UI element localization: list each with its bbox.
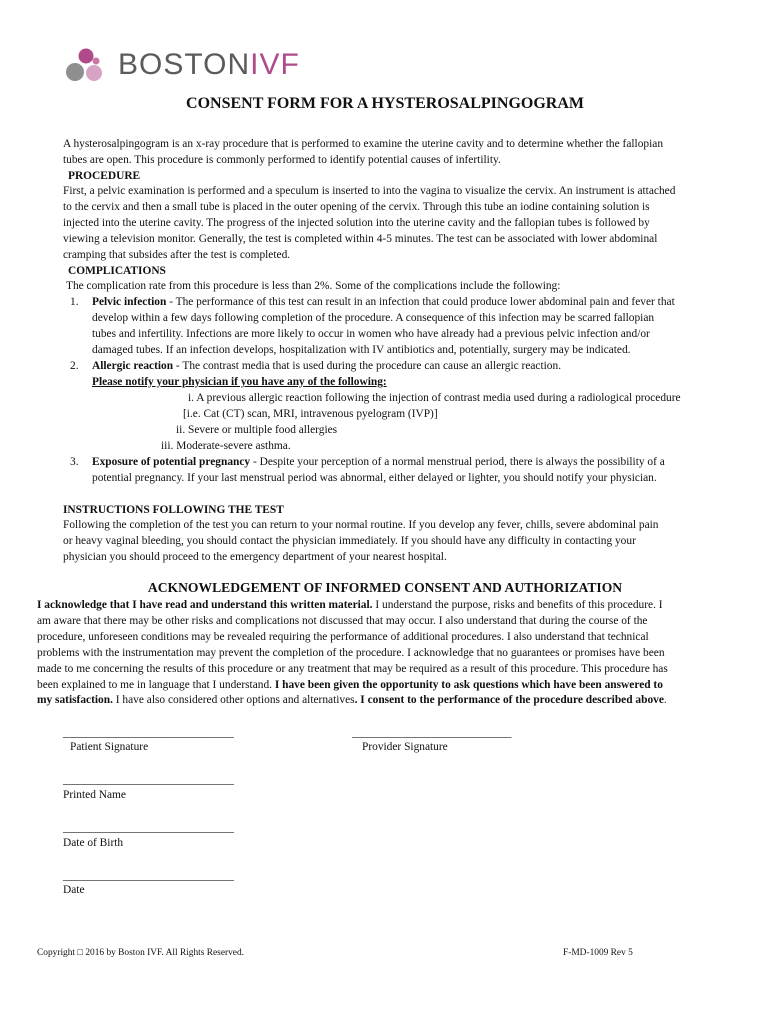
provider-signature-label: Provider Signature (362, 741, 448, 753)
procedure-heading: PROCEDURE (68, 170, 141, 182)
complications-intro: The complication rate from this procedure is less than 2%. Some of the complications include the following: (66, 280, 561, 292)
instructions-paragraph (63, 518, 735, 566)
ack-bold-text: my satisfaction. (37, 694, 113, 707)
instructions-line: Following the completion of the test you can return to your normal routine. If you develop any fever, chills, severe abdominal pain (63, 519, 659, 531)
acknowledgement-paragraph (37, 598, 735, 709)
instructions-line: or heavy vaginal bleeding, you should contact the physician immediately. If you should have any difficulty in contacting your (63, 534, 636, 547)
item-label: Allergic reaction (92, 360, 174, 372)
allergy-sub-i-cont: [i.e. Cat (CT) scan, MRI, intravenous pyelogram (IVP)] (183, 408, 438, 420)
allergy-sub-ii: ii. Severe or multiple food allergies (176, 424, 338, 436)
item-line: potential pregnancy. If your last menstrual period was abnormal, either delayed or lighter, you should notify your physician. (92, 471, 657, 484)
ack-text: I understand the purpose, risks and benefits of this procedure. I (372, 599, 663, 611)
complication-pelvic-infection (92, 295, 735, 359)
intro-line: tubes are open. This procedure is commonly performed to identify potential causes of infertility. (63, 153, 501, 166)
printed-name-line[interactable]: ______________________________ (63, 774, 234, 786)
logo-mark-icon (62, 45, 108, 85)
date-of-birth-line[interactable]: ______________________________ (63, 822, 234, 834)
instructions-line: physician you should proceed to the emergency department of your nearest hospital. (63, 550, 447, 563)
ack-bold-text: . I consent to the performance of the procedure described above (354, 694, 664, 707)
item-label: Pelvic infection (92, 296, 167, 308)
instructions-heading: INSTRUCTIONS FOLLOWING THE TEST (63, 504, 284, 516)
procedure-line: injected into the uterine cavity. The progress of the injected solution into the uterine cavity and the fallopian tubes is followed by (63, 216, 650, 229)
allergy-sub-i: i. A previous allergic reaction following the injection of contrast media used during a radiological procedure (188, 392, 681, 404)
item-text: - The contrast media that is used during the procedure can cause an allergic reaction. (173, 360, 562, 372)
ack-bold-text: I have been given the opportunity to ask questions which have been answered to (274, 678, 663, 691)
ack-text: . (663, 694, 667, 707)
complication-pregnancy (92, 455, 735, 487)
page-title: CONSENT FORM FOR A HYSTEROSALPINGOGRAM (186, 95, 584, 112)
form-id: F-MD-1009 Rev 5 (563, 948, 633, 958)
item-number: 3. (70, 456, 79, 468)
patient-signature-line[interactable]: ______________________________ (63, 727, 234, 739)
ack-line: problems with the instrumentation may prevent the completion of the procedure. I acknowledge that no guarantees or promises have been (37, 646, 665, 659)
boston-ivf-logo (62, 45, 322, 85)
patient-signature-label: Patient Signature (70, 741, 149, 753)
procedure-paragraph (63, 184, 735, 264)
complications-heading: COMPLICATIONS (68, 265, 166, 277)
acknowledgement-heading: ACKNOWLEDGEMENT OF INFORMED CONSENT AND AUTHORIZATION (147, 580, 623, 595)
item-number: 2. (70, 360, 79, 372)
item-line: tubes and infertility. Infections are more likely to occur in women who have already had a previous pelvic infection and/or (92, 327, 650, 340)
item-line: damaged tubes. If an infection develops, hospitalization with IV antibiotics and, potentially, surgery may be indicated. (92, 343, 631, 356)
intro-line: A hysterosalpingogram is an x-ray procedure that is performed to examine the uterine cavity and to determine whether the fallopian (63, 138, 664, 150)
procedure-line: viewing a television monitor. Generally, the test is completed within 4-5 minutes. The test can be associated with lower abdominal (63, 232, 658, 245)
ack-text: been explained to me in language that I understand. (37, 678, 275, 691)
item-text: - The performance of this test can result in an infection that could produce lower abdominal pain and fever that (166, 296, 675, 308)
printed-name-label: Printed Name (63, 789, 126, 801)
brand-name: BOSTONIVF (118, 48, 300, 81)
date-line[interactable]: ______________________________ (63, 870, 234, 882)
item-line: develop within a few days following completion of the procedure. A consequence of this infection may be scarred fallopian (92, 311, 655, 324)
allergy-sub-iii: iii. Moderate-severe asthma. (161, 440, 291, 452)
procedure-line: First, a pelvic examination is performed and a speculum is inserted to into the vagina to visualize the cervix. An instrument is attached (63, 185, 676, 197)
item-number: 1. (70, 296, 79, 308)
date-of-birth-label: Date of Birth (63, 837, 124, 849)
ack-line: made to me concerning the results of this procedure or any treatment that may be required as a result of this procedure. This procedure has (37, 662, 668, 675)
complication-allergic-reaction (92, 359, 735, 391)
intro-paragraph (63, 137, 735, 169)
ack-bold-text: I acknowledge that I have read and understand this written material. (37, 599, 373, 611)
procedure-line: cramping that subsides after the test is completed. (63, 248, 291, 261)
notify-physician-text: Please notify your physician if you have any of the following: (92, 375, 387, 388)
date-label: Date (63, 884, 85, 896)
ack-line: am aware that there may be other risks and complications not discussed that may occur. I also understand that during the course of the (37, 614, 648, 627)
provider-signature-line[interactable]: ____________________________ (352, 727, 512, 739)
item-text: - Despite your perception of a normal menstrual period, there is always the possibility of a (250, 456, 665, 468)
ack-line: procedure, unforeseen conditions may be revealed requiring the performance of additional procedures. I also understand that technical (37, 630, 649, 643)
ack-text: I have also considered other options and alternatives (112, 694, 355, 707)
copyright-text: Copyright □ 2016 by Boston IVF. All Rights Reserved. (37, 948, 244, 958)
procedure-line: to the cervix and then a small tube is placed in the outer opening of the cervix. Through this tube an iodine containing solution is (63, 200, 650, 213)
item-label: Exposure of potential pregnancy (92, 456, 251, 468)
